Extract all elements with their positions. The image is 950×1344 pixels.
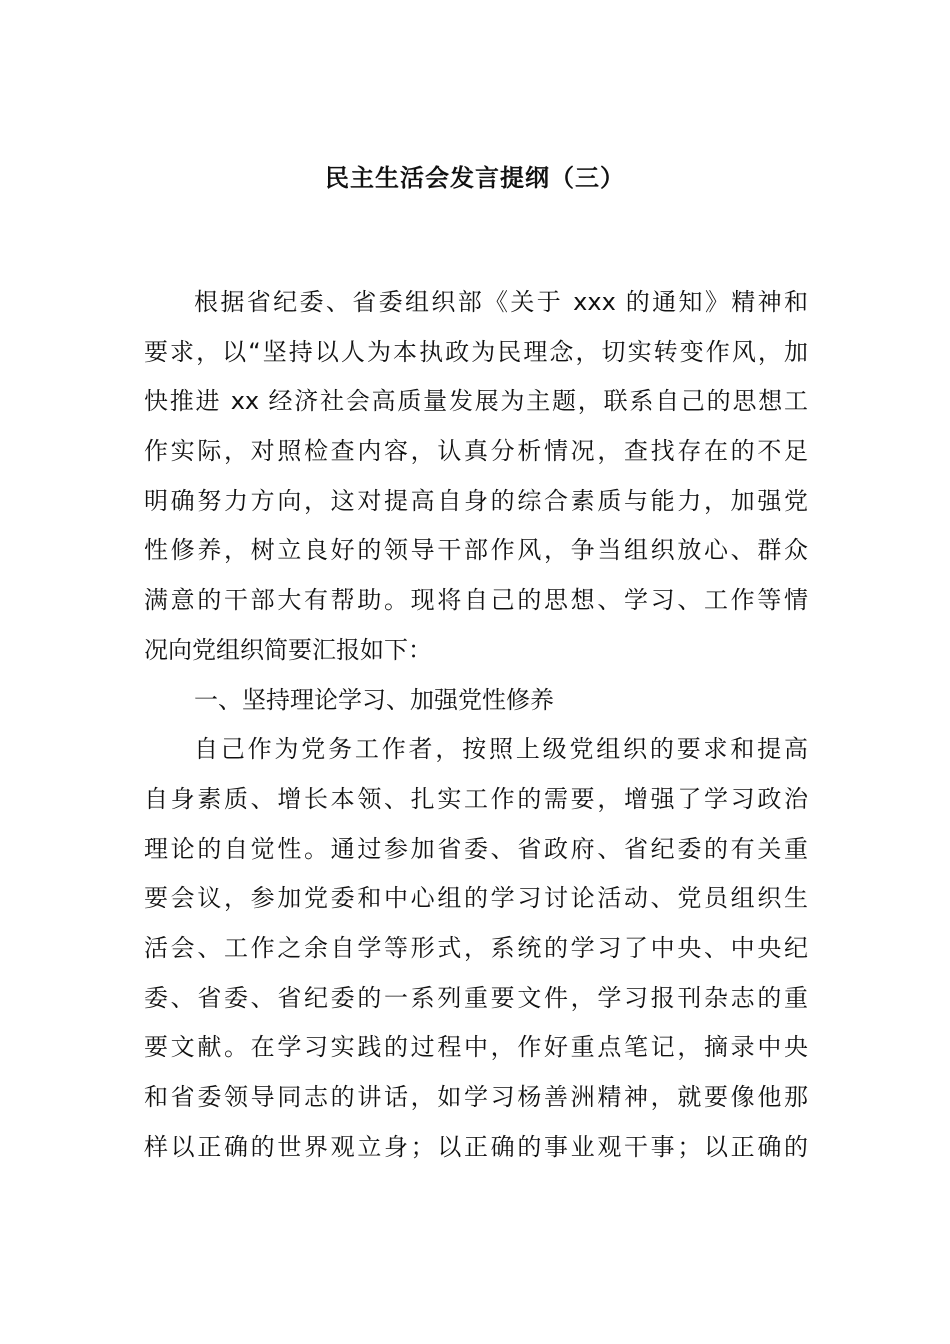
paragraph-line: 自己作为党务工作者，按照上级党组织的要求和提高 [194,735,808,764]
paragraph-line: 满意的干部大有帮助。现将自己的思想、学习、工作等情 [144,586,808,615]
paragraph-line: 况向党组织简要汇报如下： [144,635,432,664]
paragraph-line: 活会、工作之余自学等形式，系统的学习了中央、中央纪 [144,933,808,962]
paragraph-line: 快推进 xx 经济社会高质量发展为主题，联系自己的思想工 [144,387,808,416]
paragraph-line: 样以正确的世界观立身；以正确的事业观干事；以正确的 [144,1132,808,1161]
paragraph-line: 委、省委、省纪委的一系列重要文件，学习报刊杂志的重 [144,983,808,1012]
paragraph-line: 和省委领导同志的讲话，如学习杨善洲精神，就要像他那 [144,1083,808,1111]
paragraph-line: 性修养，树立良好的领导干部作风，争当组织放心、群众 [144,536,808,565]
paragraph-line: 根据省纪委、省委组织部《关于 xxx 的通知》精神和 [194,288,808,316]
section-heading: 一、坚持理论学习、加强党性修养 [194,685,554,714]
paragraph-line: 要文献。在学习实践的过程中，作好重点笔记，摘录中央 [144,1033,808,1062]
paragraph-line: 作实际，对照检查内容，认真分析情况，查找存在的不足 [144,437,808,466]
paragraph-line: 要会议，参加党委和中心组的学习讨论活动、党员组织生 [144,884,808,913]
paragraph-line: 自身素质、增长本领、扎实工作的需要，增强了学习政治 [144,784,808,813]
document-title: 民主生活会发言提纲（三） [325,164,625,192]
paragraph-line: 要求，以“坚持以人为本执政为民理念，切实转变作风，加 [144,337,808,366]
document-body [144,280,808,1174]
paragraph-line: 理论的自觉性。通过参加省委、省政府、省纪委的有关重 [144,834,808,863]
paragraph-line: 明确努力方向，这对提高自身的综合素质与能力，加强党 [144,486,808,515]
